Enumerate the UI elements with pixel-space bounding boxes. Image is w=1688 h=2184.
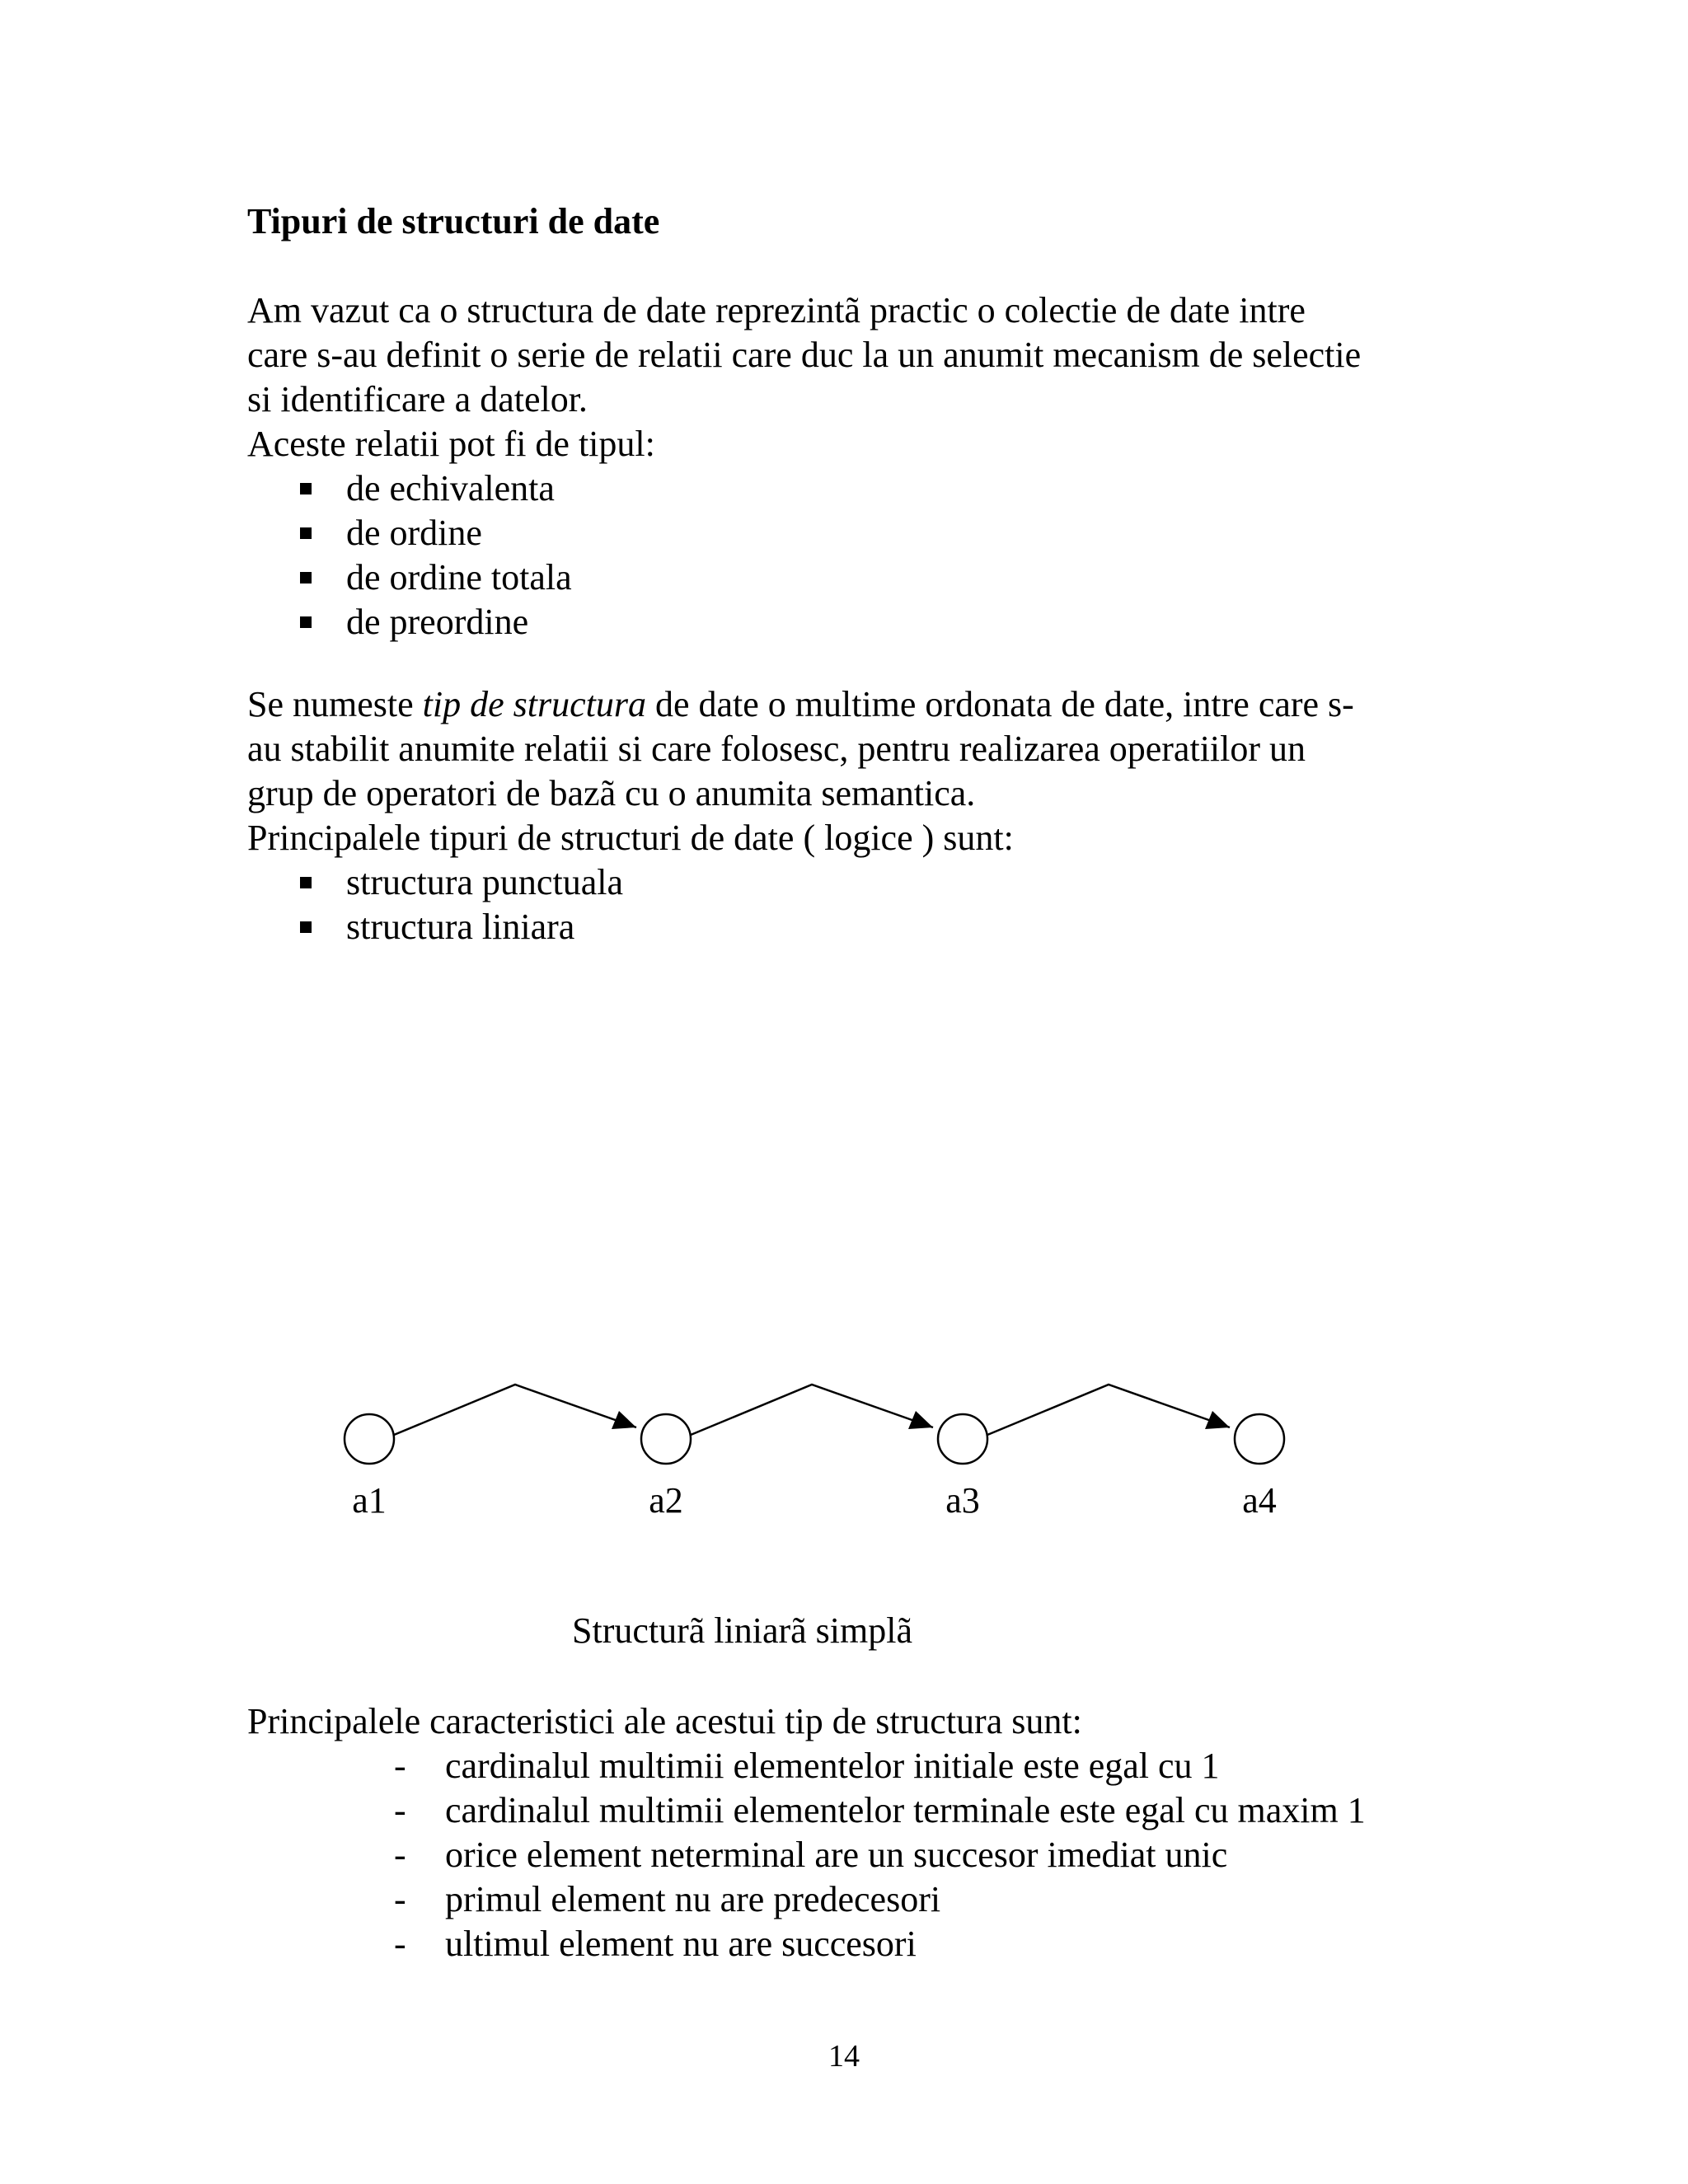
intro-line: Aceste relatii pot fi de tipul: — [247, 424, 655, 464]
characteristics-list — [247, 1744, 1451, 1966]
list-item — [247, 511, 1451, 555]
definition-line: au stabilit anumite relatii si care folosesc, pentru realizarea operatiilor un — [247, 729, 1306, 769]
bullet-square-icon — [300, 921, 312, 933]
definition-section — [247, 682, 1451, 949]
definition-text: Se numeste — [247, 684, 423, 724]
diagram-nodes — [345, 1414, 1284, 1464]
node-label: a2 — [649, 1480, 683, 1521]
characteristic-label: cardinalul multimii elementelor terminale este egal cu maxim 1 — [445, 1790, 1366, 1830]
characteristics-intro: Principalele caracteristici ale acestui tip de structura sunt: — [247, 1701, 1082, 1741]
node-a1 — [345, 1414, 394, 1464]
page-number: 14 — [828, 2039, 860, 2074]
arrowhead-icon — [908, 1411, 933, 1429]
arrowhead-icon — [1205, 1411, 1230, 1429]
list-item — [247, 1922, 1451, 1966]
definition-line: Principalele tipuri de structuri de date ( logice ) sunt: — [247, 818, 1014, 858]
definition-text: de date o multime ordonata de date, intre care s- — [645, 684, 1354, 724]
dash-marker: - — [394, 1924, 406, 1964]
intro-line: Am vazut ca o structura de date reprezintã practic o colectie de date intre — [247, 290, 1306, 330]
characteristic-label: primul element nu are predecesori — [445, 1879, 941, 1919]
dash-marker: - — [394, 1746, 406, 1786]
intro-line: si identificare a datelor. — [247, 379, 588, 419]
type-label: structura liniara — [346, 907, 575, 947]
node-a4 — [1235, 1414, 1284, 1464]
list-item — [247, 600, 1451, 644]
relations-list — [247, 466, 1451, 644]
definition-line — [247, 682, 1451, 727]
bullet-square-icon — [300, 877, 312, 888]
characteristic-label: ultimul element nu are succesori — [445, 1924, 917, 1964]
dash-marker: - — [394, 1879, 406, 1919]
list-item — [247, 860, 1451, 905]
section-heading: Tipuri de structuri de date — [247, 201, 660, 241]
bullet-square-icon — [300, 572, 312, 583]
characteristics-section — [247, 1699, 1451, 1966]
list-item — [247, 466, 1451, 511]
node-label: a1 — [352, 1480, 387, 1521]
arrowhead-icon — [612, 1411, 636, 1429]
node-label: a3 — [945, 1480, 980, 1521]
list-item — [247, 1788, 1451, 1833]
node-label: a4 — [1242, 1480, 1277, 1521]
bullet-square-icon — [300, 527, 312, 539]
relation-label: de ordine totala — [346, 557, 572, 598]
list-item — [247, 905, 1451, 949]
intro-line: care s-au definit o serie de relatii care duc la un anumit mecanism de selectie — [247, 335, 1362, 375]
definition-line: grup de operatori de bazã cu o anumita semantica. — [247, 773, 976, 813]
defined-term: tip de structura — [422, 684, 646, 724]
diagram-labels — [352, 1480, 1277, 1521]
diagram-caption: Structurã liniarã simplã — [572, 1610, 912, 1651]
arrow-a2-a3 — [691, 1385, 933, 1435]
node-a2 — [641, 1414, 691, 1464]
list-item — [247, 555, 1451, 600]
types-list — [247, 860, 1451, 949]
bullet-square-icon — [300, 616, 312, 628]
relation-label: de ordine — [346, 513, 482, 553]
node-a3 — [938, 1414, 987, 1464]
intro-section — [247, 288, 1451, 644]
bullet-square-icon — [300, 483, 312, 494]
list-item — [247, 1833, 1451, 1877]
dash-marker: - — [394, 1790, 406, 1830]
arrow-a1-a2 — [394, 1385, 636, 1435]
type-label: structura punctuala — [346, 862, 623, 902]
characteristic-label: cardinalul multimii elementelor initiale este egal cu 1 — [445, 1746, 1220, 1786]
diagram-arrows — [394, 1385, 1230, 1435]
characteristic-label: orice element neterminal are un succesor imediat unic — [445, 1835, 1228, 1875]
linear-structure-diagram — [313, 1368, 1335, 1533]
dash-marker: - — [394, 1835, 406, 1875]
arrow-a3-a4 — [987, 1385, 1230, 1435]
relation-label: de echivalenta — [346, 468, 555, 509]
relation-label: de preordine — [346, 602, 529, 642]
list-item — [247, 1744, 1451, 1788]
list-item — [247, 1877, 1451, 1922]
